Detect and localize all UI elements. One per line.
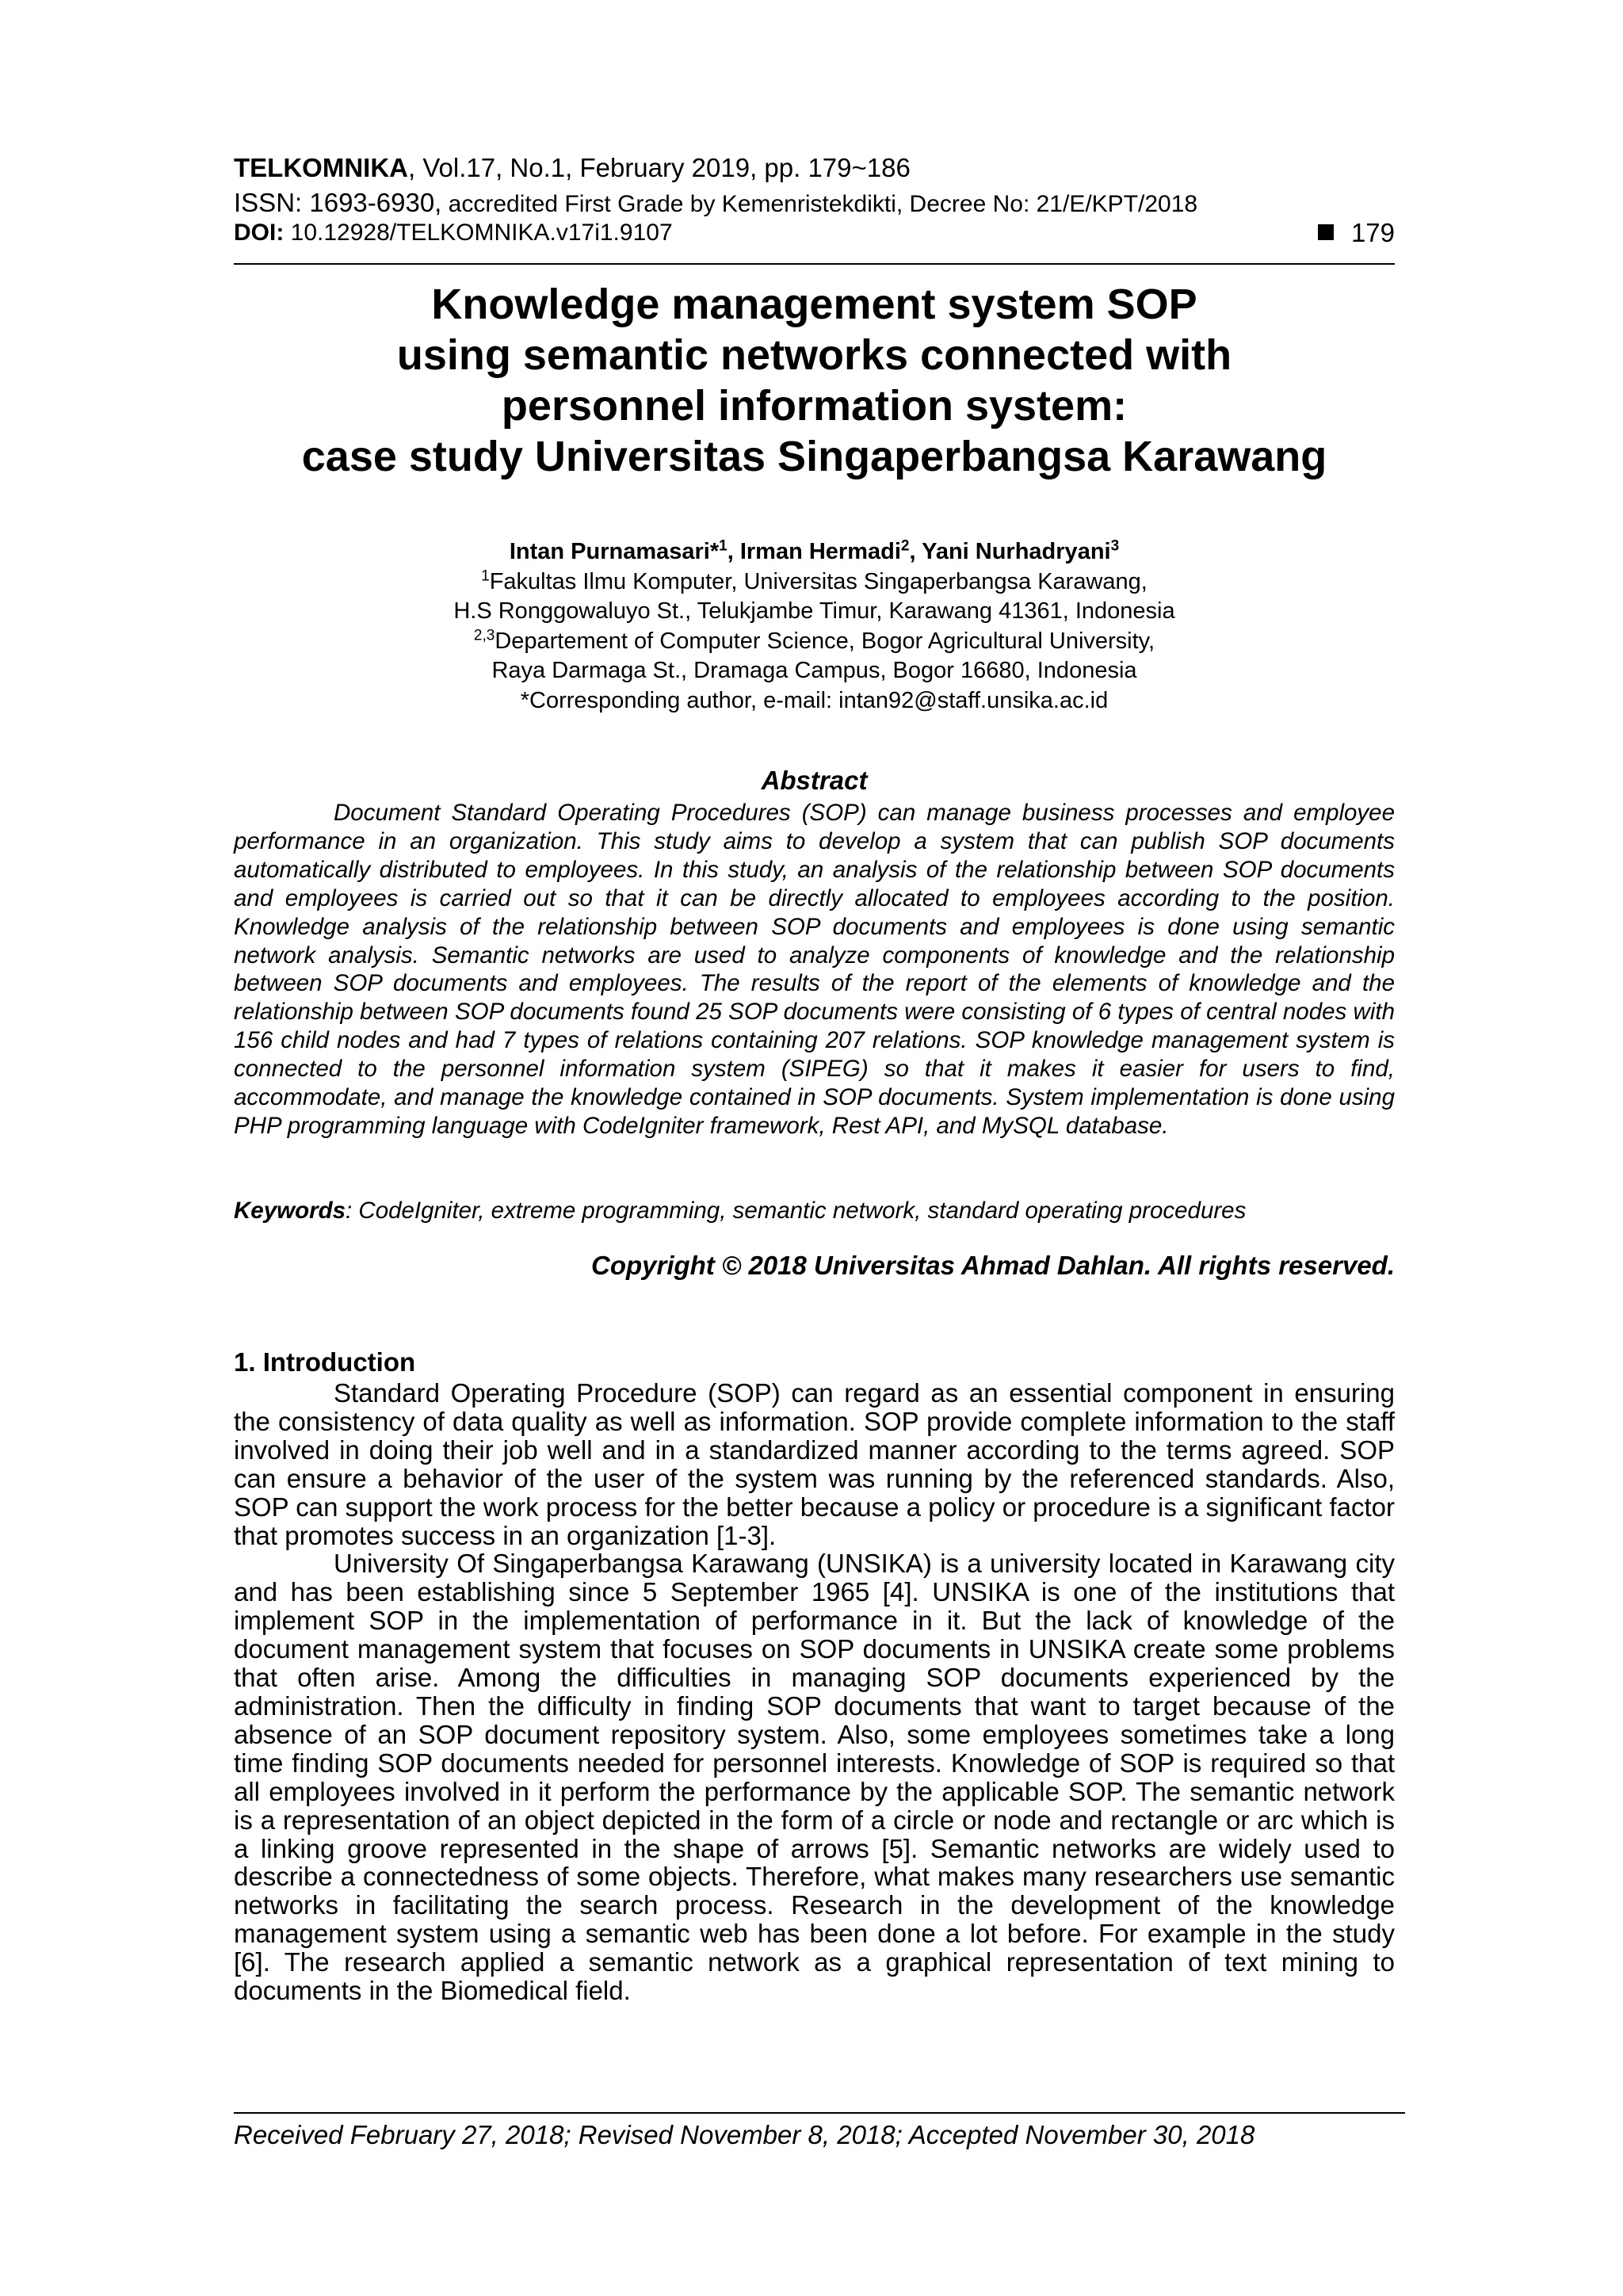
- title-line: personnel information system:: [501, 382, 1128, 430]
- author-sup: 3: [1110, 537, 1120, 555]
- received-dates: Received February 27, 2018; Revised November 8, 2018; Accepted November 30, 2018: [234, 2120, 1255, 2149]
- author-block: [234, 537, 1395, 716]
- affiliation-line: [234, 567, 1395, 598]
- author-sup: 1: [719, 537, 727, 555]
- abstract-heading: Abstract: [761, 766, 868, 795]
- affiliation-sup: 2,3: [473, 626, 495, 644]
- affiliation-line: [234, 627, 1395, 657]
- introduction-body: [234, 1379, 1395, 2005]
- author-sup: 2: [900, 537, 910, 555]
- issn-line: [234, 187, 1395, 220]
- copyright-notice: Copyright © 2018 Universitas Ahmad Dahlan. All rights reserved.: [590, 1251, 1395, 1280]
- doi-label: DOI:: [234, 220, 285, 246]
- keywords: [234, 1197, 1395, 1225]
- affiliation-line: H.S Ronggowaluyo St., Telukjambe Timur, Karawang 41361, Indonesia: [453, 598, 1175, 624]
- accreditation: accredited First Grade by Kemenristekdikti, Decree No: 21/E/KPT/2018: [441, 191, 1198, 217]
- author-name: , Irman Hermadi: [727, 539, 901, 564]
- journal-citation: [234, 152, 1395, 184]
- affiliation-line: Raya Darmaga St., Dramaga Campus, Bogor 16680, Indonesia: [491, 658, 1137, 683]
- keywords-text: : CodeIgniter, extreme programming, semantic network, standard operating procedures: [346, 1198, 1247, 1224]
- paper-title: [234, 279, 1395, 482]
- section-heading: 1. Introduction: [234, 1347, 416, 1377]
- page-number: [1318, 217, 1395, 249]
- author-names: [234, 537, 1395, 567]
- paragraph: Standard Operating Procedure (SOP) can regard as an essential component in ensuring the consistency of data quality as well as information. SOP provide complete information to the staff involved in doing their job well and in a standardized manner according to the terms agreed. SOP can ensure a behavior of the user of the system was running by the referenced standards. Also, SOP can support the work process for the better because a policy or procedure is a significant factor that promotes success in an organization [1-3].: [234, 1378, 1395, 1550]
- author-name: Intan Purnamasari*: [509, 539, 720, 564]
- affiliation-text: Departement of Computer Science, Bogor Agricultural University,: [495, 628, 1155, 654]
- square-bullet-icon: [1318, 224, 1334, 240]
- volume-info: , Vol.17, No.1, February 2019, pp. 179~186: [407, 153, 911, 182]
- doi-value: 10.12928/TELKOMNIKA.v17i1.9107: [284, 220, 673, 246]
- paragraph: University Of Singaperbangsa Karawang (UNSIKA) is a university located in Karawang city and has been establishing since 5 September 1965 [4]. UNSIKA is one of the institutions that implement SOP in the implementation of performance in it. But the lack of knowledge of the document management system that focuses on SOP documents in UNSIKA create some problems that often arise. Among the difficulties in managing SOP documents experienced by the administration. Then the difficulty in finding SOP documents that want to target because of the absence of an SOP document repository system. Also, some employees sometimes take a long time finding SOP documents needed for personnel interests. Knowledge of SOP is required so that all employees involved in it perform the performance by the applicable SOP. The semantic network is a representation of an object depicted in the form of a circle or node and rectangle or arc which is a linking groove represented in the shape of arrows [5]. Semantic networks are widely used to describe a connectedness of some objects. Therefore, what makes many researchers use semantic networks in facilitating the search process. Research in the development of the knowledge management system using a semantic web has been done a lot before. For example in the study [6]. The research applied a semantic network as a graphical representation of text mining to documents in the Biomedical field.: [234, 1549, 1395, 2006]
- corresponding-author: *Corresponding author, e-mail: intan92@staff.unsika.ac.id: [520, 687, 1109, 713]
- page-number-value: 179: [1350, 218, 1395, 247]
- author-name: , Yani Nurhadryani: [909, 539, 1111, 564]
- title-line: case study Universitas Singaperbangsa Karawang: [301, 433, 1327, 480]
- footer-rule: [234, 2112, 1405, 2114]
- title-line: Knowledge management system SOP: [431, 281, 1197, 328]
- keywords-label: Keywords: [234, 1198, 346, 1224]
- affiliation-text: Fakultas Ilmu Komputer, Universitas Singaperbangsa Karawang,: [489, 568, 1148, 594]
- affiliation-sup: 1: [481, 567, 490, 584]
- journal-name: TELKOMNIKA: [234, 153, 408, 182]
- issn: ISSN: 1693-6930,: [234, 188, 442, 217]
- abstract-text: Document Standard Operating Procedures (SOP) can manage business processes and employee performance in an organization. This study aims to develop a system that can publish SOP documents automatically distributed to employees. In this study, an analysis of the relationship between SOP documents and employees is carried out so that it can be directly allocated to employees according to the position. Knowledge analysis of the relationship between SOP documents and employees is done using semantic network analysis. Semantic networks are used to analyze components of knowledge and the relationship between SOP documents and employees. The results of the report of the elements of knowledge and the relationship between SOP documents found 25 SOP documents were consisting of 6 types of central nodes with 156 child nodes and had 7 types of relations containing 207 relations. SOP knowledge management system is connected to the personnel information system (SIPEG) so that it makes it easier for users to find, accommodate, and manage the knowledge contained in SOP documents. System implementation is done using PHP programming language with CodeIgniter framework, Rest API, and MySQL database.: [234, 800, 1395, 1139]
- doi-line: [234, 217, 1395, 249]
- header-rule: [234, 263, 1395, 265]
- title-line: using semantic networks connected with: [396, 331, 1232, 379]
